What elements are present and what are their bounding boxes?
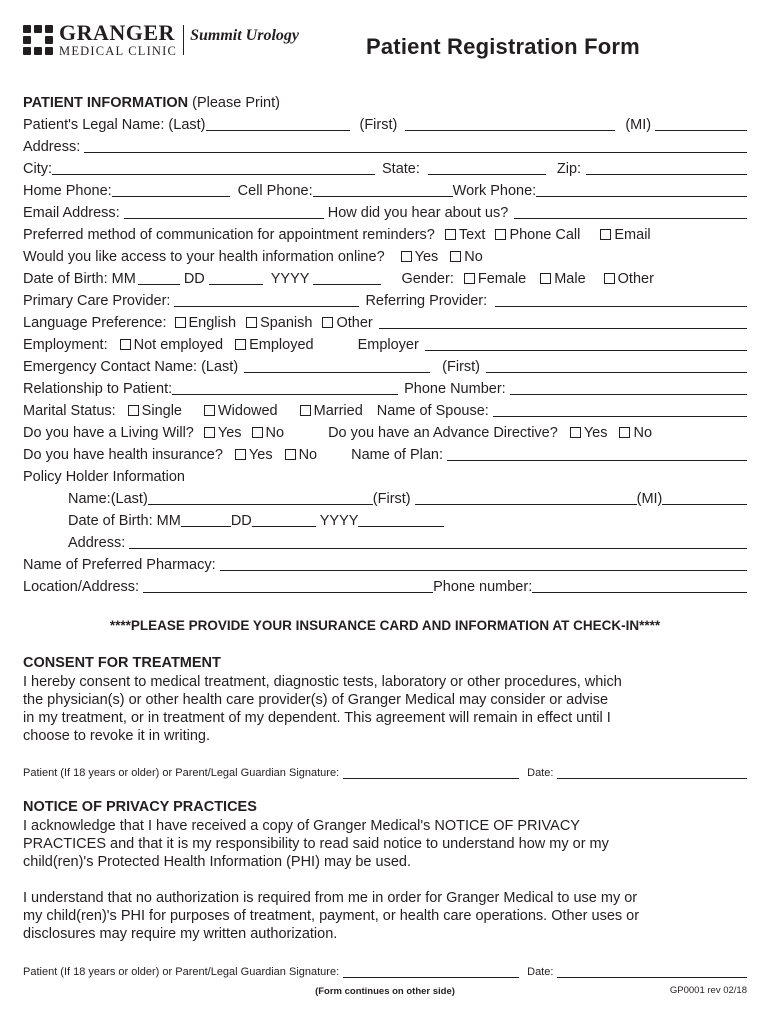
logo-line1: GRANGER (59, 20, 175, 46)
ph-dob-mm-label: Date of Birth: MM (68, 513, 181, 529)
address-field[interactable] (84, 151, 747, 153)
widowed-checkbox[interactable] (204, 405, 215, 416)
work-phone-field[interactable] (536, 195, 747, 197)
relationship-row (23, 378, 747, 399)
married-checkbox[interactable] (300, 405, 311, 416)
male-checkbox[interactable] (540, 273, 551, 284)
consent-line: in my treatment, or in treatment of my dependent. This agreement will remain in effect until I (23, 710, 611, 726)
pharmacy-phone-field[interactable] (532, 591, 747, 593)
dob-gender-row (23, 268, 747, 289)
logo-divider (183, 25, 184, 55)
summit-urology-logo: Summit Urology (190, 27, 299, 44)
directives-row (23, 422, 747, 443)
single-checkbox[interactable] (128, 405, 139, 416)
language-other-checkbox[interactable] (322, 317, 333, 328)
not-employed-label: Not employed (133, 337, 224, 353)
ph-first-name-field[interactable] (415, 503, 637, 505)
dob-yyyy-label: YYYY (270, 271, 310, 287)
insurance-no-label: No (298, 447, 318, 463)
insurance-yes-checkbox[interactable] (235, 449, 246, 460)
email-field[interactable] (124, 217, 324, 219)
employer-field[interactable] (425, 349, 747, 351)
phone-call-option-label: Phone Call (509, 227, 581, 243)
providers-row (23, 290, 747, 311)
dob-mm-label: Date of Birth: MM (23, 271, 136, 287)
consent-text (23, 673, 751, 745)
online-access-label: Would you like access to your health information online? (23, 249, 385, 265)
language-label: Language Preference: (23, 315, 167, 331)
pcp-field[interactable] (174, 305, 359, 307)
language-row (23, 312, 747, 333)
consent-signature-row (23, 764, 747, 780)
dob-dd-field[interactable] (209, 283, 263, 285)
privacy-date-field[interactable] (557, 976, 747, 978)
privacy-signature-field[interactable] (343, 976, 519, 978)
text-checkbox[interactable] (445, 229, 456, 240)
privacy-text (23, 817, 751, 943)
employed-label: Employed (249, 337, 314, 353)
relationship-field[interactable] (172, 393, 398, 395)
policy-holder-label: Policy Holder Information (23, 469, 185, 485)
living-will-no-checkbox[interactable] (252, 427, 263, 438)
ph-last-name-label: Name:(Last) (68, 491, 148, 507)
policy-holder-dob-row (68, 510, 747, 531)
phones-row (23, 180, 747, 201)
employer-label: Employer (357, 337, 419, 353)
pharmacy-location-row (23, 576, 747, 597)
pharmacy-label: Name of Preferred Pharmacy: (23, 557, 216, 573)
phone-call-checkbox[interactable] (495, 229, 506, 240)
emergency-row (23, 356, 747, 377)
privacy-line: PRACTICES and that it is my responsibility to read said notice to understand how my or my (23, 836, 609, 852)
privacy-heading: NOTICE OF PRIVACY PRACTICES (23, 799, 257, 815)
consent-signature-field[interactable] (343, 777, 519, 779)
ph-mi-field[interactable] (662, 503, 747, 505)
spanish-label: Spanish (260, 315, 313, 331)
first-name-label: (First) (359, 117, 398, 133)
zip-label: Zip: (556, 161, 582, 177)
consent-date-label: Date: (527, 767, 554, 779)
gender-other-label: Other (617, 271, 654, 287)
advance-yes-checkbox[interactable] (570, 427, 581, 438)
insurance-yes-label: Yes (248, 447, 273, 463)
form-continues-note: (Form continues on other side) (315, 986, 455, 997)
privacy-date-label: Date: (527, 966, 554, 978)
location-label: Location/Address: (23, 579, 140, 595)
emergency-label: Emergency Contact Name: (Last) (23, 359, 239, 375)
gender-other-checkbox[interactable] (604, 273, 615, 284)
location-field[interactable] (143, 591, 433, 593)
patient-info-heading: PATIENT INFORMATION (23, 95, 189, 111)
ph-dob-dd-label: DD (230, 513, 252, 529)
logo-line2: MEDICAL CLINIC (59, 44, 178, 59)
state-label: State: (382, 161, 420, 177)
home-phone-label: Home Phone: (23, 183, 112, 199)
insurance-card-notice: ****PLEASE PROVIDE YOUR INSURANCE CARD AND INFORMATION AT CHECK-IN**** (109, 618, 661, 633)
privacy-line: disclosures may require my written authorization. (23, 926, 338, 942)
online-no-label: No (464, 249, 483, 265)
living-will-no-label: No (265, 425, 285, 441)
ph-address-field[interactable] (129, 547, 747, 549)
phone-number-label: Phone Number: (404, 381, 506, 397)
pcp-label: Primary Care Provider: (23, 293, 171, 309)
consent-signature-label: Patient (If 18 years or older) or Parent/Legal Guardian Signature: (23, 767, 340, 779)
online-access-row (23, 246, 747, 267)
english-checkbox[interactable] (175, 317, 186, 328)
zip-field[interactable] (586, 173, 747, 175)
pharmacy-row (23, 554, 747, 575)
policy-holder-address-row (68, 532, 747, 553)
spouse-field[interactable] (493, 415, 747, 417)
advance-no-checkbox[interactable] (619, 427, 630, 438)
ph-dob-yyyy-label: YYYY (319, 513, 359, 529)
granger-logo-icon (23, 25, 53, 55)
plan-name-field[interactable] (447, 459, 747, 461)
ph-address-label: Address: (68, 535, 126, 551)
not-employed-checkbox[interactable] (120, 339, 131, 350)
dob-mm-field[interactable] (138, 283, 180, 285)
emergency-first-field[interactable] (486, 371, 747, 373)
marital-row (23, 400, 747, 421)
dob-yyyy-field[interactable] (313, 283, 381, 285)
email-checkbox[interactable] (600, 229, 611, 240)
employment-row (23, 334, 747, 355)
advance-yes-label: Yes (583, 425, 608, 441)
married-label: Married (313, 403, 363, 419)
referring-field[interactable] (495, 305, 747, 307)
address-row (23, 136, 747, 157)
legal-name-label: Patient's Legal Name: (Last) (23, 117, 206, 133)
ph-dob-yyyy-field[interactable] (358, 525, 444, 527)
last-name-field[interactable] (206, 129, 350, 131)
female-label: Female (477, 271, 527, 287)
pharmacy-field[interactable] (220, 569, 747, 571)
ph-dob-mm-field[interactable] (181, 525, 231, 527)
text-option-label: Text (458, 227, 486, 243)
hear-about-field[interactable] (514, 217, 747, 219)
widowed-label: Widowed (217, 403, 278, 419)
marital-label: Marital Status: (23, 403, 116, 419)
privacy-signature-label: Patient (If 18 years or older) or Parent/Legal Guardian Signature: (23, 966, 340, 978)
work-phone-label: Work Phone: (452, 183, 537, 199)
form-code: GP0001 rev 02/18 (669, 985, 747, 996)
online-yes-label: Yes (414, 249, 439, 265)
city-label: City: (23, 161, 52, 177)
please-print-note: (Please Print) (192, 95, 280, 111)
ph-first-name-label: (First) (372, 491, 411, 507)
employment-label: Employment: (23, 337, 108, 353)
health-insurance-label: Do you have health insurance? (23, 447, 223, 463)
privacy-signature-row (23, 963, 747, 979)
pref-method-row (23, 224, 747, 245)
insurance-row (23, 444, 747, 465)
living-will-label: Do you have a Living Will? (23, 425, 194, 441)
english-label: English (188, 315, 237, 331)
language-other-label: Other (336, 315, 373, 331)
policy-holder-name-row (68, 488, 747, 509)
advance-directive-label: Do you have an Advance Directive? (328, 425, 558, 441)
insurance-no-checkbox[interactable] (285, 449, 296, 460)
cell-phone-field[interactable] (313, 195, 453, 197)
living-will-yes-label: Yes (217, 425, 242, 441)
pharmacy-phone-label: Phone number: (433, 579, 533, 595)
advance-no-label: No (633, 425, 653, 441)
hear-about-label: How did you hear about us? (327, 205, 509, 221)
consent-heading: CONSENT FOR TREATMENT (23, 655, 221, 671)
online-no-checkbox[interactable] (450, 251, 461, 262)
spouse-label: Name of Spouse: (376, 403, 489, 419)
spanish-checkbox[interactable] (246, 317, 257, 328)
referring-label: Referring Provider: (365, 293, 488, 309)
emergency-last-field[interactable] (244, 371, 430, 373)
patient-info-heading-row (23, 92, 747, 113)
granger-logo (23, 22, 299, 58)
online-yes-checkbox[interactable] (401, 251, 412, 262)
email-option-label: Email (614, 227, 651, 243)
gender-label: Gender: (401, 271, 454, 287)
male-label: Male (554, 271, 586, 287)
ph-last-name-field[interactable] (148, 503, 373, 505)
home-phone-field[interactable] (112, 195, 230, 197)
city-field[interactable] (52, 173, 375, 175)
ph-mi-label: (MI) (636, 491, 663, 507)
cell-phone-label: Cell Phone: (237, 183, 313, 199)
privacy-line: my child(ren)'s PHI for purposes of treatment, payment, or health care operations. Other uses or (23, 908, 640, 924)
pref-method-label: Preferred method of communication for appointment reminders? (23, 227, 435, 243)
employed-checkbox[interactable] (235, 339, 246, 350)
mi-label: (MI) (625, 117, 652, 133)
plan-name-label: Name of Plan: (351, 447, 444, 463)
emergency-first-label: (First) (442, 359, 481, 375)
first-name-field[interactable] (405, 129, 615, 131)
relationship-label: Relationship to Patient: (23, 381, 173, 397)
language-other-field[interactable] (379, 327, 747, 329)
privacy-line: child(ren)'s Protected Health Information (PHI) may be used. (23, 854, 411, 870)
consent-date-field[interactable] (557, 777, 747, 779)
privacy-line: I acknowledge that I have received a copy of Granger Medical's NOTICE OF PRIVACY (23, 818, 580, 834)
policy-holder-row (23, 466, 747, 487)
dob-dd-label: DD (183, 271, 205, 287)
female-checkbox[interactable] (464, 273, 475, 284)
state-field[interactable] (428, 173, 546, 175)
address-label: Address: (23, 139, 81, 155)
email-row (23, 202, 747, 223)
page-title: Patient Registration Form (366, 34, 640, 59)
privacy-line: I understand that no authorization is required from me in order for Granger Medical to use my or (23, 890, 638, 906)
consent-line: I hereby consent to medical treatment, diagnostic tests, laboratory or other procedures, which (23, 674, 622, 690)
mi-field[interactable] (655, 129, 747, 131)
city-row (23, 158, 747, 179)
phone-number-field[interactable] (510, 393, 747, 395)
consent-line: the physician(s) or other health care provider(s) of Granger Medical may consider or advise (23, 692, 609, 708)
ph-dob-dd-field[interactable] (252, 525, 316, 527)
email-label: Email Address: (23, 205, 120, 221)
consent-line: choose to revoke it in writing. (23, 728, 210, 744)
legal-name-row (23, 114, 747, 135)
single-label: Single (141, 403, 182, 419)
living-will-yes-checkbox[interactable] (204, 427, 215, 438)
